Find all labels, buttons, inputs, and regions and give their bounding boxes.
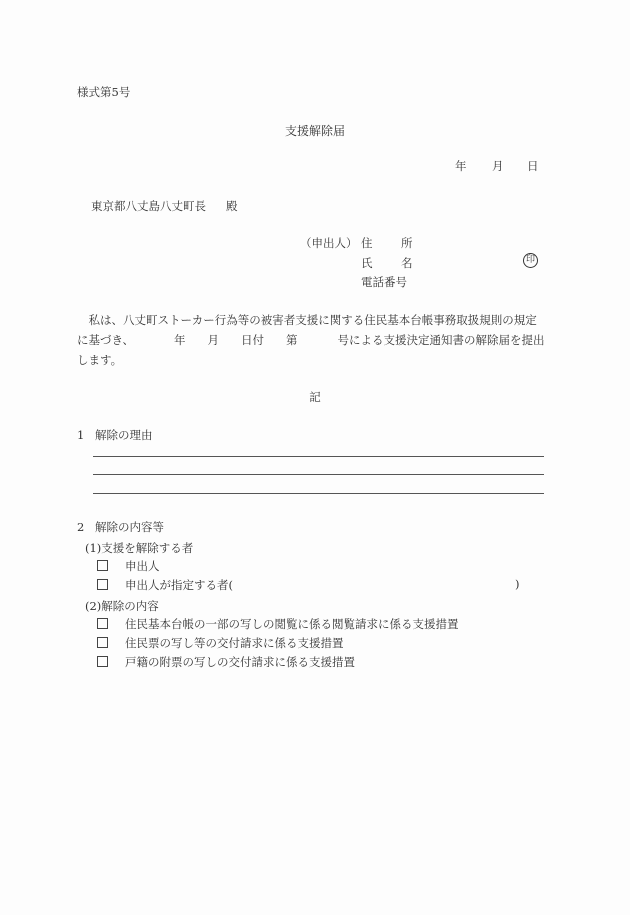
name-label-1: 氏: [361, 256, 373, 270]
notice-year-label[interactable]: 年: [174, 333, 186, 347]
name-label-2: 名: [401, 256, 413, 270]
option-family-register-support[interactable]: [97, 654, 355, 670]
option-label: 住民票の写し等の交付請求に係る支援措置: [125, 636, 344, 650]
option-label: 住民基本台帳の一部の写しの閲覧に係る閲覧請求に係る支援措置: [125, 617, 459, 631]
notice-month-label[interactable]: 月: [207, 333, 220, 347]
option-viewing-support[interactable]: [97, 616, 459, 632]
section-2-heading: [77, 519, 164, 535]
date-day-label: 日: [527, 159, 539, 173]
section-1-number: 1: [77, 428, 85, 442]
option-label: 戸籍の附票の写しの交付請求に係る支援措置: [125, 655, 355, 669]
paragraph-line-2: [77, 330, 557, 350]
applicant-phone-field[interactable]: [361, 274, 407, 290]
applicant-label: （申出人）: [300, 236, 358, 250]
checkbox-icon[interactable]: [97, 656, 108, 667]
section-2-number: 2: [77, 520, 85, 534]
phone-label: 電話番号: [361, 275, 407, 289]
notice-number-prefix[interactable]: 第: [286, 333, 298, 347]
address-label-2: 所: [401, 236, 413, 250]
option-resident-record-support[interactable]: [97, 635, 344, 651]
applicant-name-field[interactable]: [361, 255, 413, 271]
form-number: 様式第5号: [77, 85, 131, 99]
document-title: 支援解除届: [284, 124, 345, 138]
applicant-address-field[interactable]: [361, 235, 413, 251]
line2-text-a: に基づき、: [77, 333, 135, 347]
checkbox-icon[interactable]: [97, 560, 108, 571]
designated-person-close-paren: ): [515, 577, 520, 591]
section-1-title: 解除の理由: [95, 428, 153, 442]
checkbox-icon[interactable]: [97, 579, 108, 590]
subsection-2-label: (2)解除の内容: [85, 599, 159, 613]
reason-line-2[interactable]: [93, 474, 544, 475]
option-designated-person[interactable]: [97, 577, 233, 593]
line2-text-b: 号による支援決定通知書の解除届を提出: [337, 333, 545, 347]
seal-icon: 印: [523, 253, 538, 268]
option-label: 申出人: [125, 559, 160, 573]
date-month-label: 月: [492, 159, 504, 173]
section-2-title: 解除の内容等: [95, 520, 164, 534]
notice-day-label[interactable]: 日付: [241, 333, 265, 347]
subsection-1-label: (1)支援を解除する者: [85, 541, 194, 555]
declaration-paragraph: [77, 310, 557, 370]
address-label-1: 住: [361, 236, 373, 250]
addressee-name: 東京都八丈島八丈町長: [91, 199, 206, 213]
option-label: 申出人が指定する者(: [125, 578, 233, 592]
ki-heading: 記: [309, 390, 321, 404]
checkbox-icon[interactable]: [97, 637, 108, 648]
section-1-heading: [77, 427, 153, 443]
addressee-honorific: 殿: [226, 199, 238, 213]
option-applicant[interactable]: [97, 558, 160, 574]
addressee: [91, 198, 238, 214]
paragraph-line-1: 私は、八丈町ストーカー行為等の被害者支援に関する住民基本台帳事務取扱規則の規定: [77, 313, 537, 327]
checkbox-icon[interactable]: [97, 618, 108, 629]
date-year-label: 年: [455, 159, 467, 173]
reason-line-3[interactable]: [93, 493, 544, 494]
reason-line-1[interactable]: [93, 456, 544, 457]
paragraph-line-3: します。: [77, 353, 123, 367]
